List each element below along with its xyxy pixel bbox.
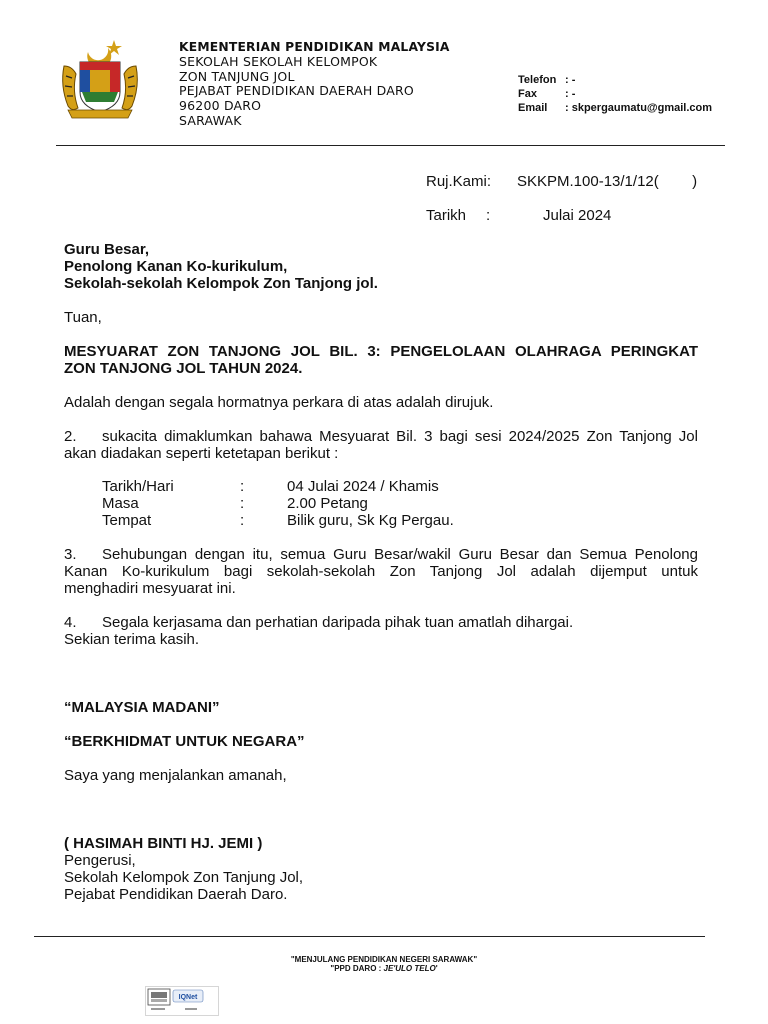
address-line: PEJABAT PENDIDIKAN DAERAH DARO	[179, 83, 414, 99]
header-divider	[56, 145, 725, 146]
footer-text: "PPD DARO :	[330, 964, 384, 973]
recipient-line: Sekolah-sekolah Kelompok Zon Tanjong jol.	[64, 275, 378, 292]
footer-slogan: "MENJULANG PENDIDIKAN NEGERI SARAWAK"	[290, 955, 478, 964]
schedule-label: Masa	[102, 495, 139, 512]
signatory-line: Sekolah Kelompok Zon Tanjung Jol,	[64, 869, 304, 886]
schedule-colon: :	[240, 512, 245, 529]
paragraph-number: 3.	[64, 546, 77, 563]
email-label: Email	[518, 102, 548, 114]
fax-value: : -	[565, 88, 576, 100]
ruj-label: Ruj.Kami:	[426, 173, 492, 190]
paragraph-text: akan diadakan seperti ketetapan berikut :	[64, 445, 339, 462]
address-line: 96200 DARO	[179, 98, 262, 114]
motto-malaysia-madani: “MALAYSIA MADANI”	[64, 699, 220, 716]
footer-italic-text: JE'ULO TELO	[383, 964, 436, 973]
paragraph-4	[64, 614, 698, 648]
signatory-block	[64, 835, 698, 903]
paragraph-2	[64, 428, 698, 462]
schedule-value: 04 Julai 2024 / Khamis	[287, 478, 439, 495]
meeting-schedule	[64, 478, 698, 529]
address-line: SEKOLAH SEKOLAH KELOMPOK	[179, 53, 378, 69]
reference-date	[426, 207, 726, 224]
signatory-name: ( HASIMAH BINTI HJ. JEMI )	[64, 835, 263, 852]
jata-negara-crest-icon	[58, 36, 142, 120]
paragraph-text: menghadiri mesyuarat ini.	[64, 580, 236, 597]
salutation: Tuan,	[64, 309, 102, 326]
footer-divider	[34, 936, 705, 937]
tarikh-value: Julai 2024	[543, 207, 612, 224]
schedule-label: Tarikh/Hari	[102, 478, 174, 495]
schedule-colon: :	[240, 495, 245, 512]
iqnet-logo-text: IQNet	[178, 994, 198, 1001]
fax-label: Fax	[518, 88, 537, 100]
address-line: SARAWAK	[179, 112, 242, 128]
paragraph-3	[64, 546, 698, 597]
paragraph-text: Kanan Ko-kurikulum bagi sekolah-sekolah Zon Tanjong Jol adalah dijemput untuk	[64, 563, 698, 580]
subject	[64, 343, 698, 377]
paragraph-text: Sehubungan dengan itu, semua Guru Besar/wakil Guru Besar dan Semua Penolong	[102, 546, 698, 563]
recipient-line: Guru Besar,	[64, 241, 150, 258]
letterhead-address	[179, 40, 450, 129]
paragraph-text: Segala kerjasama dan perhatian daripada pihak tuan amatlah dihargai.	[102, 614, 574, 631]
subject-line: ZON TANJONG JOL TAHUN 2024.	[64, 360, 303, 377]
recipient-line: Penolong Kanan Ko-kurikulum,	[64, 258, 288, 275]
paragraph-number: 4.	[64, 614, 77, 631]
footer-text: '	[435, 964, 438, 973]
schedule-value: 2.00 Petang	[287, 495, 368, 512]
telefon-value: : -	[565, 74, 576, 86]
closing-text: Sekian terima kasih.	[64, 631, 200, 648]
certification-logos-icon	[145, 986, 219, 1016]
paragraph-text: sukacita dimaklumkan bahawa Mesyuarat Bil. 3 bagi sesi 2024/2025 Zon Tanjong Jol	[102, 428, 698, 445]
ruj-value: SKKPM.100-13/1/12( )	[517, 173, 698, 190]
schedule-label: Tempat	[102, 512, 152, 529]
schedule-colon: :	[240, 478, 245, 495]
tarikh-colon: :	[486, 207, 491, 224]
signatory-line: Pejabat Pendidikan Daerah Daro.	[64, 886, 288, 903]
schedule-value: Bilik guru, Sk Kg Pergau.	[287, 512, 454, 529]
reference-number	[426, 173, 698, 190]
paragraph-number: 2.	[64, 428, 77, 445]
schedule-row	[64, 495, 698, 512]
subject-line: MESYUARAT ZON TANJONG JOL BIL. 3: PENGELOLAAN OLAHRAGA PERINGKAT	[64, 343, 698, 360]
motto-berkhidmat: “BERKHIDMAT UNTUK NEGARA”	[64, 733, 305, 750]
ministry-name: KEMENTERIAN PENDIDIKAN MALAYSIA	[179, 40, 450, 54]
footer-ppd-slogan	[0, 964, 768, 974]
recipient-block	[64, 241, 698, 292]
intro-paragraph: Adalah dengan segala hormatnya perkara di atas adalah dirujuk.	[64, 394, 494, 411]
address-line: ZON TANJUNG JOL	[179, 68, 295, 84]
email-value: : skpergaumatu@gmail.com	[565, 102, 713, 114]
telefon-label: Telefon	[518, 74, 557, 86]
sign-intro: Saya yang menjalankan amanah,	[64, 767, 287, 784]
schedule-row	[64, 512, 698, 529]
contact-block	[518, 73, 712, 115]
signatory-line: Pengerusi,	[64, 852, 136, 869]
schedule-row	[64, 478, 698, 495]
tarikh-label: Tarikh	[426, 207, 467, 224]
